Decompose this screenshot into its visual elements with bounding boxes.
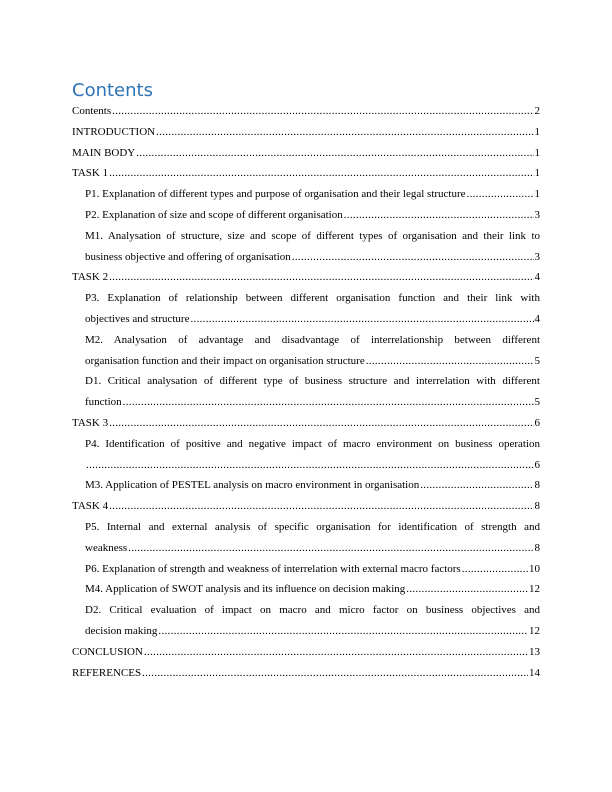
toc-page-number: 1: [534, 167, 540, 180]
dot-leader: [292, 247, 534, 268]
dot-leader: [142, 663, 528, 684]
toc-entry-title-line-1: M1. Analysation of structure, size and scope of different types of organisation and their link to: [85, 229, 540, 242]
dot-leader: [136, 143, 533, 164]
toc-page-number: 6: [534, 458, 540, 471]
toc-page-number: 13: [529, 645, 540, 658]
toc-entry-m2[interactable]: [72, 330, 540, 372]
toc-entry-m1[interactable]: [72, 226, 540, 268]
toc-entry-main-body[interactable]: [72, 143, 540, 164]
toc-entry-title: P6. Explanation of strength and weakness of interrelation with external macro factors: [85, 562, 461, 575]
dot-leader: [344, 205, 534, 226]
toc-entry-title: CONCLUSION: [72, 645, 143, 658]
toc-page-number: 5: [534, 396, 540, 409]
dot-leader: [366, 351, 534, 372]
toc-entry-d2[interactable]: [72, 600, 540, 642]
toc-entry-title: TASK 2: [72, 271, 109, 284]
toc-entry-title-line-2: objectives and structure: [85, 312, 190, 325]
toc-entry-title: REFERENCES: [72, 666, 142, 679]
toc-entry-p3[interactable]: [72, 288, 540, 330]
toc-entry-task-4[interactable]: [72, 496, 540, 517]
toc-page-number: 4: [534, 271, 540, 284]
toc-entry-title: Contents: [72, 105, 112, 117]
toc-entry-title: M3. Application of PESTEL analysis on macro environment in organisation: [85, 479, 420, 492]
table-of-contents: [72, 101, 540, 683]
toc-page-number: 8: [534, 479, 540, 492]
toc-page-number: 8: [534, 500, 540, 513]
toc-entry-title-line-2: weakness: [85, 541, 128, 554]
page-title: Contents: [72, 80, 153, 101]
toc-entry-p6[interactable]: [72, 559, 540, 580]
dot-leader: [128, 538, 533, 559]
toc-entry-conclusion[interactable]: [72, 642, 540, 663]
toc-page-number: 5: [534, 354, 540, 367]
toc-page-number: 12: [529, 583, 540, 596]
toc-entry-title: INTRODUCTION: [72, 125, 156, 138]
dot-leader: [467, 184, 534, 205]
dot-leader: [156, 122, 533, 143]
toc-entry-task-1[interactable]: [72, 163, 540, 184]
toc-page-number: 3: [534, 250, 540, 263]
toc-entry-title-line-2: function: [85, 396, 122, 409]
toc-page-number: 1: [534, 125, 540, 138]
toc-entry-title: MAIN BODY: [72, 146, 136, 159]
toc-entry-d1[interactable]: [72, 371, 540, 413]
toc-entry-m4[interactable]: [72, 579, 540, 600]
dot-leader: [158, 621, 528, 642]
dot-leader: [109, 496, 533, 517]
toc-entry-title: P1. Explanation of different types and purpose of organisation and their legal structure: [85, 188, 466, 201]
toc-entry-introduction[interactable]: [72, 122, 540, 143]
toc-entry-task-3[interactable]: [72, 413, 540, 434]
dot-leader: [109, 413, 533, 434]
toc-entry-p4[interactable]: [72, 434, 540, 476]
dot-leader: [420, 475, 533, 496]
toc-entry-title: TASK 3: [72, 416, 109, 429]
toc-page-number: 10: [529, 562, 540, 575]
toc-page-number: 4: [534, 312, 540, 325]
toc-page-number: 3: [534, 208, 540, 221]
toc-page-number: 1: [534, 146, 540, 159]
toc-entry-task-2[interactable]: [72, 267, 540, 288]
dot-leader: [406, 579, 528, 600]
toc-page-number: 12: [529, 624, 540, 637]
toc-entry-p5[interactable]: [72, 517, 540, 559]
toc-entry-title-line-2: business objective and offering of organisation: [85, 250, 291, 263]
dot-leader: [86, 455, 534, 476]
toc-entry-title-line-2: organisation function and their impact on organisation structure: [85, 354, 365, 367]
toc-entry-contents[interactable]: [72, 101, 540, 122]
toc-entry-title: M4. Application of SWOT analysis and its influence on decision making: [85, 583, 406, 596]
dot-leader: [123, 392, 534, 413]
toc-entry-title-line-1: P4. Identification of positive and negative impact of macro environment on business operation: [85, 437, 540, 450]
toc-entry-title-line-1: P3. Explanation of relationship between different organisation function and their link with: [85, 292, 540, 305]
toc-entry-title-line-2: decision making: [85, 624, 158, 637]
toc-entry-title-line-1: D2. Critical evaluation of impact on macro and micro factor on business objectives and: [85, 604, 540, 617]
toc-page-number: 14: [529, 666, 540, 679]
dot-leader: [462, 559, 528, 580]
toc-page-number: 2: [534, 105, 540, 117]
dot-leader: [109, 267, 533, 288]
dot-leader: [144, 642, 528, 663]
dot-leader: [112, 101, 533, 122]
dot-leader: [109, 163, 533, 184]
toc-entry-m3[interactable]: [72, 475, 540, 496]
toc-page-number: 6: [534, 416, 540, 429]
toc-entry-title-line-1: P5. Internal and external analysis of specific organisation for identification of strength and: [85, 520, 540, 533]
toc-entry-title: TASK 4: [72, 500, 109, 513]
toc-page-number: 1: [534, 188, 540, 201]
toc-entry-p2[interactable]: [72, 205, 540, 226]
dot-leader: [190, 309, 533, 330]
toc-entry-title-line-1: M2. Analysation of advantage and disadvantage of interrelationship between different: [85, 333, 540, 346]
toc-entry-title: TASK 1: [72, 167, 109, 180]
toc-entry-title: P2. Explanation of size and scope of different organisation: [85, 208, 343, 221]
toc-entry-references[interactable]: [72, 663, 540, 684]
toc-entry-title-line-1: D1. Critical analysation of different type of business structure and interrelation with different: [85, 375, 540, 388]
toc-page-number: 8: [534, 541, 540, 554]
toc-entry-p1[interactable]: [72, 184, 540, 205]
